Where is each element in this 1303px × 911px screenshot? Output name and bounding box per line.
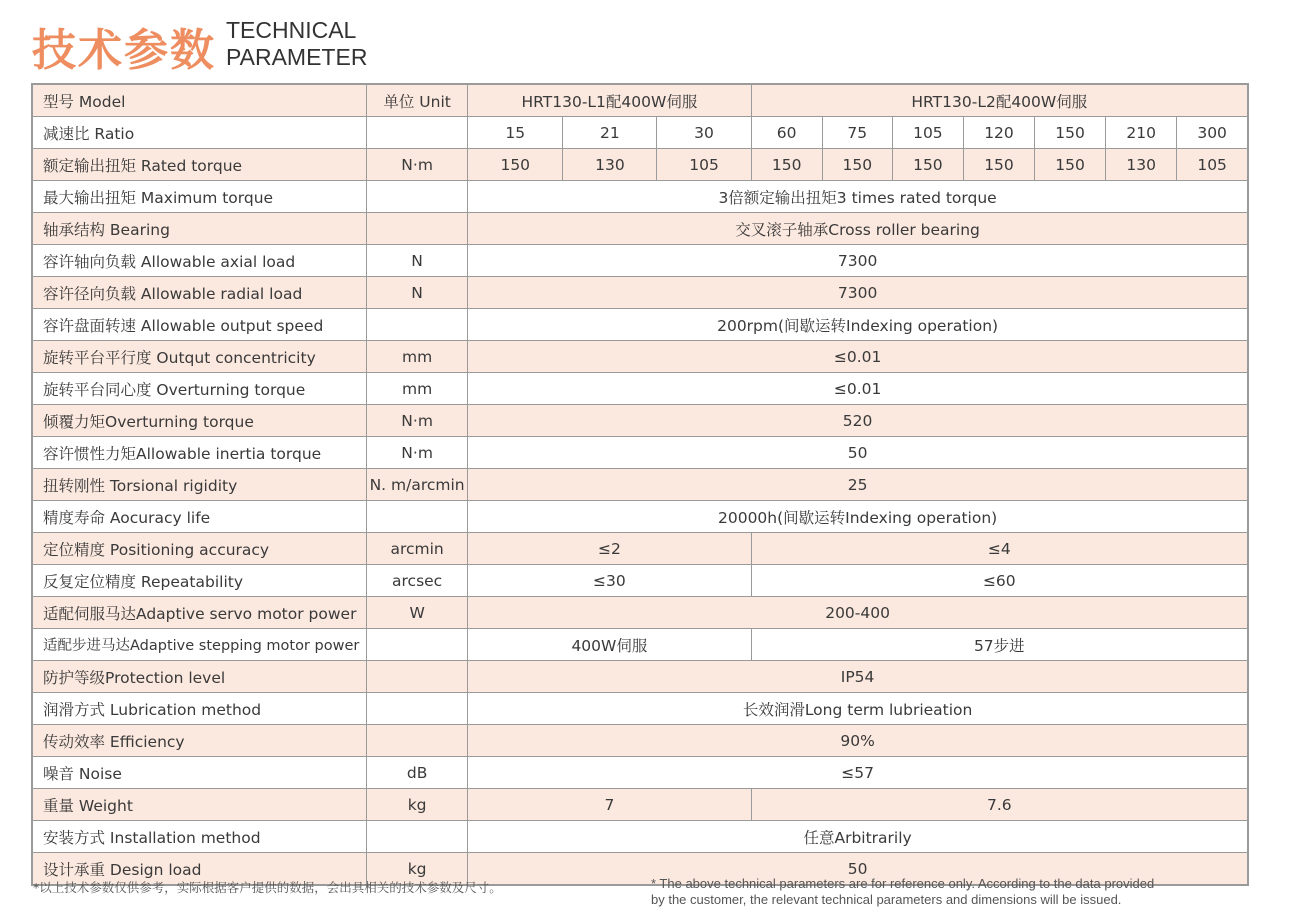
title-english-line1: TECHNICAL: [226, 17, 357, 43]
param-name: 额定输出扭矩 Rated torque: [32, 149, 367, 181]
table-row-weight: [32, 789, 1248, 821]
ratio-cell: 30: [657, 117, 751, 149]
ratio-cell: 105: [892, 117, 963, 149]
param-value: 200rpm(间歇运转Indexing operation): [468, 309, 1248, 341]
param-name: 传动效率 Efficiency: [32, 725, 367, 757]
param-name: 设计承重 Design load: [32, 853, 367, 886]
table-row-rated-torque: [32, 149, 1248, 181]
header-model-l2: HRT130-L2配400W伺服: [751, 84, 1248, 117]
torque-cell: 150: [963, 149, 1034, 181]
torque-cell: 150: [822, 149, 892, 181]
param-name: 容许轴向负载 Allowable axial load: [32, 245, 367, 277]
param-value: 任意Arbitrarily: [468, 821, 1248, 853]
table-row: [32, 213, 1248, 245]
param-value: ≤0.01: [468, 373, 1248, 405]
param-value: 7300: [468, 277, 1248, 309]
param-unit: N: [367, 245, 468, 277]
ratio-cell: 21: [563, 117, 657, 149]
param-unit: [367, 181, 468, 213]
param-unit: mm: [367, 341, 468, 373]
torque-cell: 105: [1177, 149, 1248, 181]
title-english-line2: PARAMETER: [226, 44, 368, 70]
torque-cell: 150: [751, 149, 822, 181]
param-unit: kg: [367, 853, 468, 886]
param-name: 扭转刚性 Torsional rigidity: [32, 469, 367, 501]
param-value: 90%: [468, 725, 1248, 757]
param-unit: arcmin: [367, 533, 468, 565]
header-model-l1: HRT130-L1配400W伺服: [468, 84, 751, 117]
value-l2: ≤60: [751, 565, 1248, 597]
value-l1: 7: [468, 789, 751, 821]
param-value: ≤57: [468, 757, 1248, 789]
param-name: 最大输出扭矩 Maximum torque: [32, 181, 367, 213]
table-row: [32, 661, 1248, 693]
table-row: [32, 309, 1248, 341]
param-name: 容许盘面转速 Allowable output speed: [32, 309, 367, 341]
param-unit: [367, 213, 468, 245]
value-l2: 7.6: [751, 789, 1248, 821]
param-value: 200-400: [468, 597, 1248, 629]
ratio-cell: 150: [1035, 117, 1106, 149]
table-row: [32, 821, 1248, 853]
title-english: [226, 17, 367, 71]
param-name: 重量 Weight: [32, 789, 367, 821]
footnote-english: [651, 876, 1261, 908]
value-l1: ≤2: [468, 533, 751, 565]
torque-cell: 150: [892, 149, 963, 181]
param-name: 倾覆力矩Overturning torque: [32, 405, 367, 437]
param-value: IP54: [468, 661, 1248, 693]
ratio-cell: 120: [963, 117, 1034, 149]
param-name: 防护等级Protection level: [32, 661, 367, 693]
value-l1: ≤30: [468, 565, 751, 597]
torque-cell: 130: [563, 149, 657, 181]
param-name: 适配伺服马达Adaptive servo motor power: [32, 597, 367, 629]
spec-table: [31, 83, 1249, 886]
param-name: 噪音 Noise: [32, 757, 367, 789]
footnote-english-line1: * The above technical parameters are for reference only. According to the data provided: [651, 876, 1155, 891]
header-param: 型号 Model: [32, 84, 367, 117]
param-value: ≤0.01: [468, 341, 1248, 373]
value-l2: 57步进: [751, 629, 1248, 661]
table-row: [32, 501, 1248, 533]
ratio-cell: 210: [1106, 117, 1177, 149]
param-value: 50: [468, 853, 1248, 886]
param-unit: [367, 309, 468, 341]
param-unit: [367, 629, 468, 661]
param-unit: [367, 821, 468, 853]
value-l1: 400W伺服: [468, 629, 751, 661]
title-chinese: 技术参数: [32, 25, 216, 76]
param-name: 容许惯性力矩Allowable inertia torque: [32, 437, 367, 469]
table-row-repeatability: [32, 565, 1248, 597]
param-unit: dB: [367, 757, 468, 789]
torque-cell: 150: [468, 149, 563, 181]
ratio-cell: 15: [468, 117, 563, 149]
table-header-row: [32, 84, 1248, 117]
torque-cell: 105: [657, 149, 751, 181]
param-name: 适配步进马达Adaptive stepping motor power: [32, 629, 367, 661]
param-unit: N·m: [367, 405, 468, 437]
table-row-positioning: [32, 533, 1248, 565]
table-row: [32, 181, 1248, 213]
param-unit: [367, 693, 468, 725]
param-unit: [367, 661, 468, 693]
torque-cell: 150: [1035, 149, 1106, 181]
table-row: [32, 373, 1248, 405]
value-l2: ≤4: [751, 533, 1248, 565]
param-unit: mm: [367, 373, 468, 405]
table-row-ratio: [32, 117, 1248, 149]
table-row: [32, 245, 1248, 277]
param-name: 容许径向负载 Allowable radial load: [32, 277, 367, 309]
footnote-english-line2: by the customer, the relevant technical parameters and dimensions will be issued.: [651, 892, 1122, 907]
param-value: 50: [468, 437, 1248, 469]
ratio-cell: 75: [822, 117, 892, 149]
param-unit: N. m/arcmin: [367, 469, 468, 501]
table-row: [32, 341, 1248, 373]
param-unit: [367, 117, 468, 149]
param-name: 减速比 Ratio: [32, 117, 367, 149]
table-row: [32, 693, 1248, 725]
param-value: 7300: [468, 245, 1248, 277]
param-name: 旋转平台平行度 Outqut concentricity: [32, 341, 367, 373]
param-name: 轴承结构 Bearing: [32, 213, 367, 245]
header-unit: 单位 Unit: [367, 84, 468, 117]
ratio-cell: 300: [1177, 117, 1248, 149]
table-row: [32, 757, 1248, 789]
ratio-cell: 60: [751, 117, 822, 149]
table-row: [32, 725, 1248, 757]
param-unit: [367, 501, 468, 533]
param-unit: N·m: [367, 437, 468, 469]
param-unit: N: [367, 277, 468, 309]
torque-cell: 130: [1106, 149, 1177, 181]
param-unit: kg: [367, 789, 468, 821]
param-unit: N·m: [367, 149, 468, 181]
table-row: [32, 469, 1248, 501]
param-name: 安装方式 Installation method: [32, 821, 367, 853]
param-name: 定位精度 Positioning accuracy: [32, 533, 367, 565]
param-name: 旋转平台同心度 Overturning torque: [32, 373, 367, 405]
param-value: 520: [468, 405, 1248, 437]
param-unit: [367, 725, 468, 757]
param-name: 精度寿命 Aocuracy life: [32, 501, 367, 533]
param-unit: arcsec: [367, 565, 468, 597]
param-value: 3倍额定输出扭矩3 times rated torque: [468, 181, 1248, 213]
table-row-stepping: [32, 629, 1248, 661]
table-row-servo-power: [32, 597, 1248, 629]
param-value: 交叉滚子轴承Cross roller bearing: [468, 213, 1248, 245]
param-value: 长效润滑Long term lubrieation: [468, 693, 1248, 725]
footnote-chinese: *以上技术参数仅供参考，实际根据客户提供的数据，会出具相关的技术参数及尺寸。: [33, 880, 502, 895]
table-row: [32, 437, 1248, 469]
param-unit: W: [367, 597, 468, 629]
table-row: [32, 405, 1248, 437]
param-name: 反复定位精度 Repeatability: [32, 565, 367, 597]
param-name: 润滑方式 Lubrication method: [32, 693, 367, 725]
table-row: [32, 277, 1248, 309]
param-value: 25: [468, 469, 1248, 501]
param-value: 20000h(间歇运转Indexing operation): [468, 501, 1248, 533]
